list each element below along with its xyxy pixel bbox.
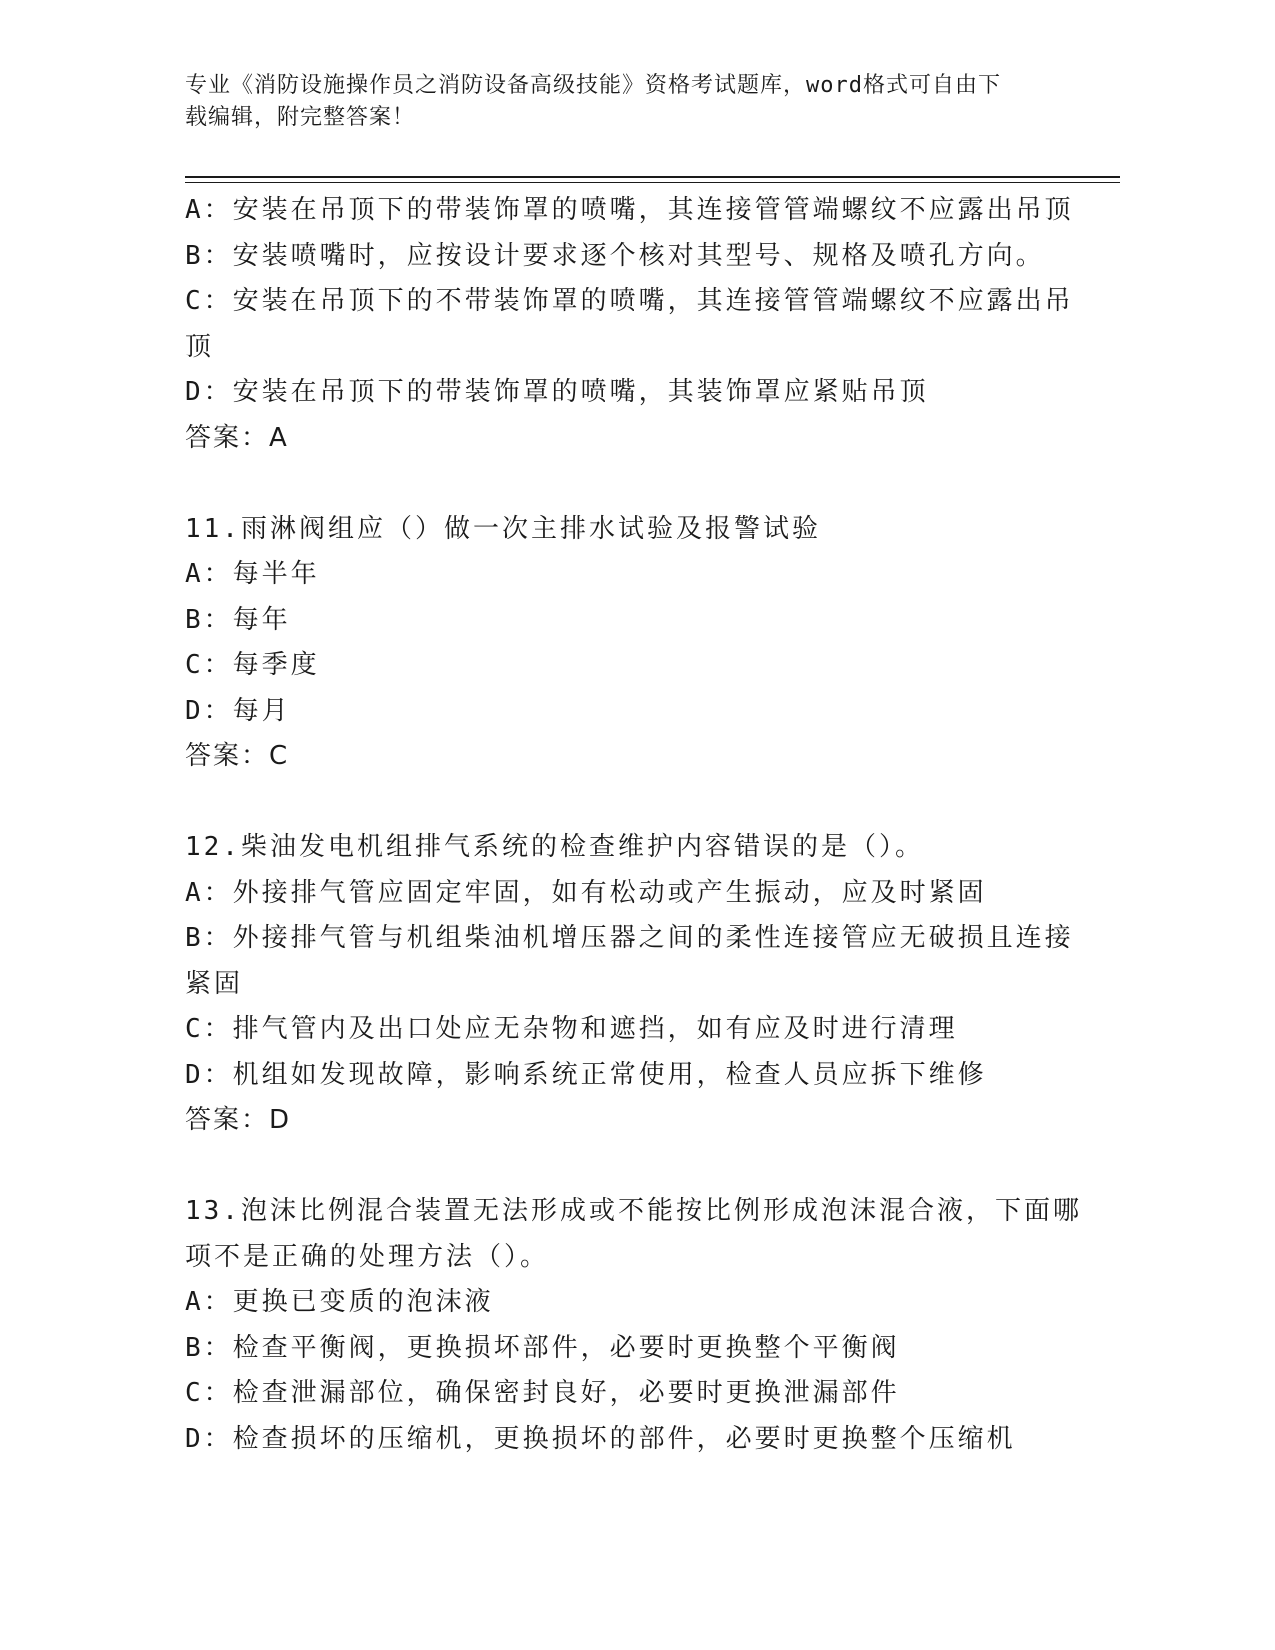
spacer [185, 780, 1075, 826]
header-divider-thick [185, 176, 1120, 178]
question-block-12 [185, 825, 1075, 1144]
option-c: C：安装在吊顶下的不带装饰罩的喷嘴，其连接管管端螺纹不应露出吊 [185, 286, 1074, 316]
header-divider-thin [185, 182, 1120, 183]
question-text-continued: 项不是正确的处理方法（）。 [185, 1241, 550, 1272]
header-line-1: 专业《消防设施操作员之消防设备高级技能》资格考试题库，word格式可自由下 [185, 73, 1001, 98]
question-text: 11.雨淋阀组应（）做一次主排水试验及报警试验 [185, 513, 821, 544]
document-header [185, 70, 1065, 134]
option-a: A：更换已变质的泡沫液 [185, 1287, 494, 1317]
question-block-13 [185, 1189, 1082, 1462]
option-a: A：外接排气管应固定牢固，如有松动或产生振动，应及时紧固 [185, 877, 987, 908]
option-c: C：排气管内及出口处应无杂物和遮挡，如有应及时进行清理 [185, 1014, 958, 1044]
option-a: A：每半年 [185, 559, 320, 589]
option-b: B：安装喷嘴时，应按设计要求逐个核对其型号、规格及喷孔方向。 [185, 240, 1045, 271]
question-list [185, 188, 1082, 1462]
option-d: D：每月 [185, 695, 291, 726]
answer-label: 答案：C [185, 741, 290, 771]
question-text: 13.泡沫比例混合装置无法形成或不能按比例形成泡沫混合液，下面哪 [185, 1196, 1082, 1226]
option-b-continued: 紧固 [185, 968, 244, 999]
option-c: C：检查泄漏部位，确保密封良好，必要时更换泄漏部件 [185, 1378, 900, 1408]
question-block-11 [185, 507, 1075, 780]
answer-label: 答案：D [185, 1105, 292, 1135]
option-b: B：外接排气管与机组柴油机增压器之间的柔性连接管应无破损且连接 [185, 923, 1074, 953]
option-d: D：机组如发现故障，影响系统正常使用，检查人员应拆下维修 [185, 1059, 987, 1090]
option-b: B：检查平衡阀，更换损坏部件，必要时更换整个平衡阀 [185, 1332, 900, 1363]
question-text: 12.柴油发电机组排气系统的检查维护内容错误的是（）。 [185, 832, 924, 862]
option-d: D：安装在吊顶下的带装饰罩的喷嘴，其装饰罩应紧贴吊顶 [185, 377, 929, 407]
question-block-10 [185, 188, 1075, 461]
option-c-continued: 顶 [185, 331, 215, 362]
option-c: C：每季度 [185, 650, 320, 680]
spacer [185, 1144, 1075, 1190]
answer-label: 答案：A [185, 422, 289, 453]
option-b: B：每年 [185, 604, 291, 635]
header-line-2: 载编辑，附完整答案！ [185, 105, 416, 130]
spacer [185, 461, 1075, 507]
option-a: A：安装在吊顶下的带装饰罩的喷嘴，其连接管管端螺纹不应露出吊顶 [185, 195, 1074, 225]
option-d: D：检查损坏的压缩机，更换损坏的部件，必要时更换整个压缩机 [185, 1423, 1016, 1454]
